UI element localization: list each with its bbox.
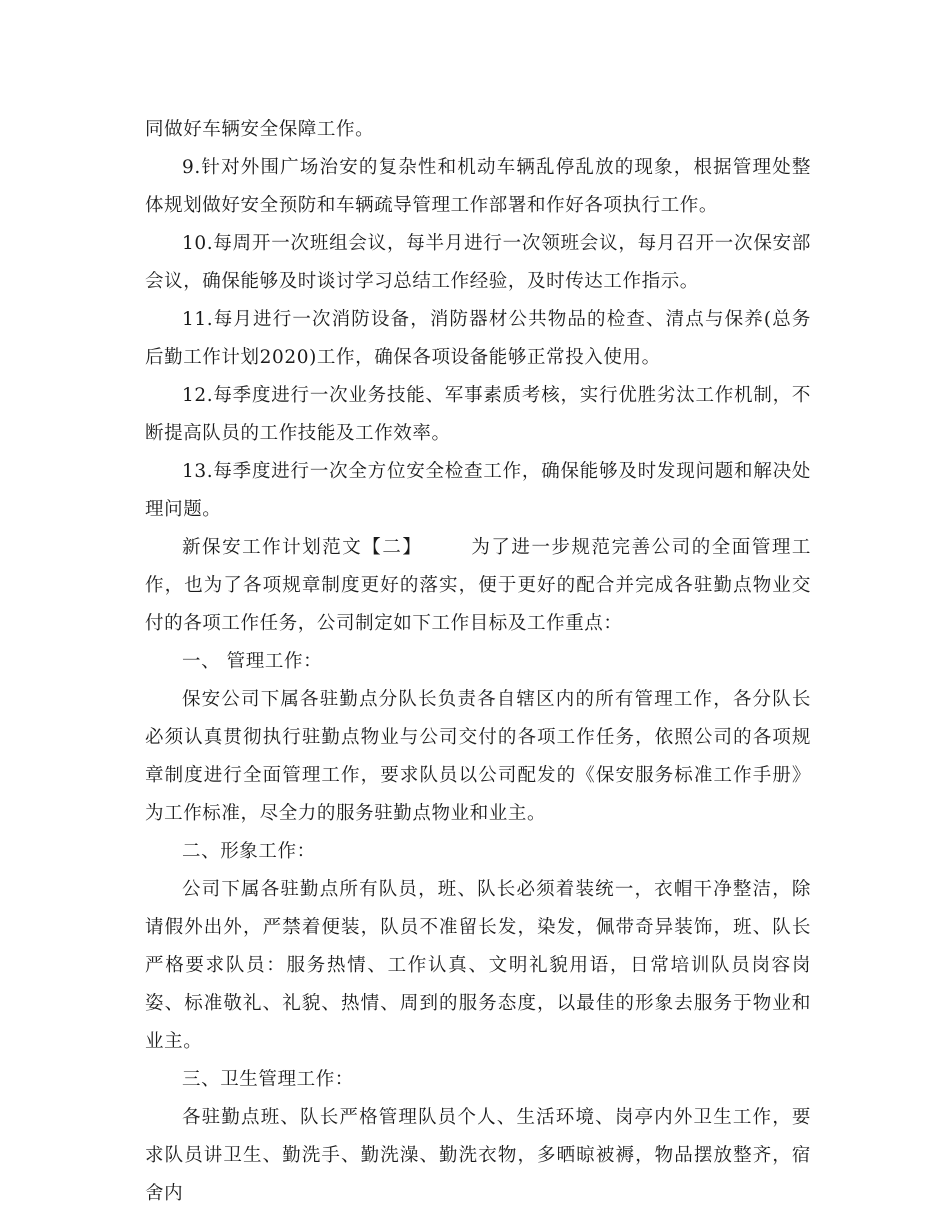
section-2-body: 公司下属各驻勤点所有队员，班、队长必须着装统一，衣帽干净整洁，除请假外出外，严禁着便装，队员不准留长发，染发，佩带奇异装饰，班、队长严格要求队员：服务热情、工作认真、文明礼貌用语，日常培训队员岗容岗姿、标准敬礼、礼貌、热情、周到的服务态度，以最佳的形象去服务于物业和业主。 — [145, 879, 811, 1052]
document-body — [145, 111, 811, 1213]
section-2-heading: 二、形象工作： — [182, 841, 316, 862]
section-heading: 新保安工作计划范文【二】 — [182, 537, 423, 558]
paragraph-item-12: 12.每季度进行一次业务技能、军事素质考核，实行优胜劣汰工作机制，不断提高队员的工作技能及工作效率。 — [145, 385, 811, 444]
section-3-heading: 三、卫生管理工作： — [182, 1069, 354, 1090]
section-3-body: 各驻勤点班、队长严格管理队员个人、生活环境、岗亭内外卫生工作，要求队员讲卫生、勤洗手、勤洗澡、勤洗衣物，多晒晾被褥，物品摆放整齐，宿舍内 — [145, 1107, 811, 1204]
section-1-body: 保安公司下属各驻勤点分队长负责各自辖区内的所有管理工作，各分队长必须认真贯彻执行驻勤点物业与公司交付的各项工作任务，依照公司的各项规章制度进行全面管理工作，要求队员以公司配发的《保安服务标准工作手册》为工作标准，尽全力的服务驻勤点物业和业主。 — [145, 689, 811, 824]
paragraph-item-10: 10.每周开一次班组会议，每半月进行一次领班会议，每月召开一次保安部会议，确保能够及时谈讨学习总结工作经验，及时传达工作指示。 — [145, 233, 811, 292]
section-1-heading: 一、 管理工作： — [182, 651, 323, 672]
section-two-intro-paragraph — [145, 529, 811, 643]
paragraph-continuation: 同做好车辆安全保障工作。 — [145, 119, 375, 140]
paragraph-item-11: 11.每月进行一次消防设备，消防器材公共物品的检查、清点与保养(总务后勤工作计划2020)工作，确保各项设备能够正常投入使用。 — [145, 309, 811, 368]
paragraph-item-13: 13.每季度进行一次全方位安全检查工作，确保能够及时发现问题和解决处理问题。 — [145, 461, 811, 520]
section-intro-text: 为了进一步规范完善公司的全面管理工作，也为了各项规章制度更好的落实，便于更好的配合并完成各驻勤点物业交付的各项工作任务，公司制定如下工作目标及工作重点： — [145, 537, 812, 634]
paragraph-item-9: 9.针对外围广场治安的复杂性和机动车辆乱停乱放的现象，根据管理处整体规划做好安全预防和车辆疏导管理工作部署和作好各项执行工作。 — [145, 157, 811, 216]
